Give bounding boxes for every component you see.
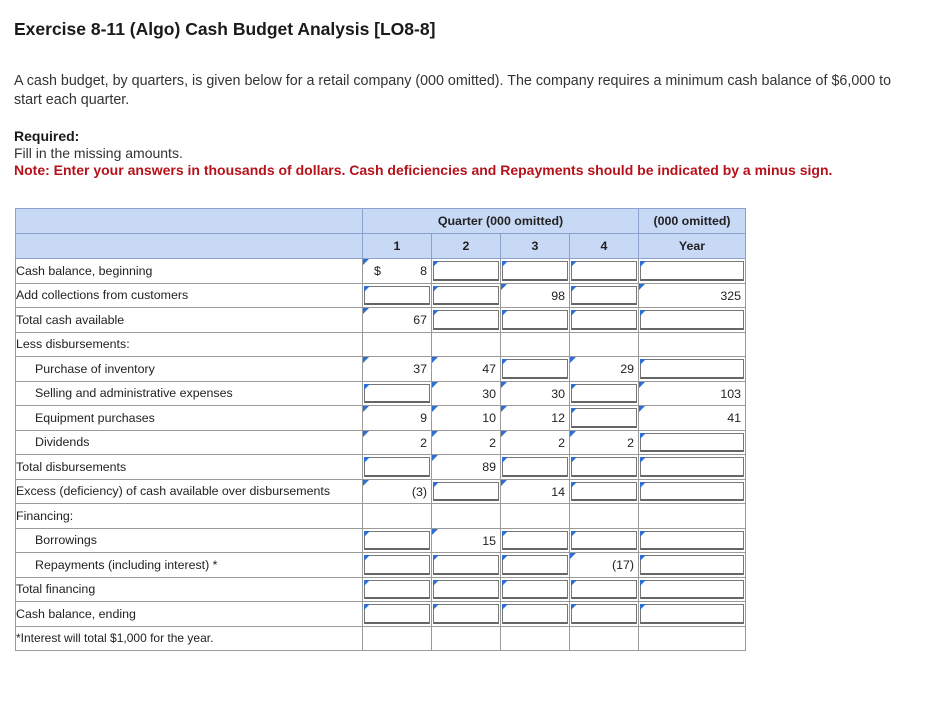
amount-value: 47	[482, 362, 496, 376]
given-marker	[363, 431, 369, 437]
amount-input-cell	[363, 381, 432, 406]
footnote-row	[16, 626, 746, 651]
budget-row	[16, 553, 746, 578]
amount-input[interactable]	[571, 286, 637, 306]
amount-value: (3)	[411, 484, 427, 499]
given-marker	[363, 357, 369, 363]
amount-cell	[501, 283, 570, 308]
column-header-quarter-4: 4	[570, 234, 639, 259]
amount-input[interactable]	[640, 261, 744, 281]
amount-cell	[363, 308, 432, 333]
amount-input[interactable]	[364, 555, 430, 575]
amount-input-cell	[639, 479, 746, 504]
amount-value: 325	[720, 288, 741, 303]
amount-input[interactable]	[364, 531, 430, 551]
budget-row	[16, 406, 746, 431]
amount-cell	[639, 283, 746, 308]
amount-input[interactable]	[364, 457, 430, 477]
amount-value: 37	[413, 362, 427, 376]
amount-cell	[501, 479, 570, 504]
amount-input-cell	[432, 259, 501, 284]
amount-input[interactable]	[640, 433, 744, 453]
amount-input[interactable]	[571, 310, 637, 330]
row-label: Financing:	[16, 504, 363, 529]
row-label: Cash balance, beginning	[16, 259, 363, 284]
amount-cell	[432, 528, 501, 553]
amount-input[interactable]	[571, 408, 637, 428]
amount-input[interactable]	[640, 580, 744, 600]
given-marker	[363, 259, 369, 265]
given-marker	[501, 431, 507, 437]
amount-value: 9	[420, 411, 427, 425]
amount-cell	[570, 357, 639, 382]
amount-cell	[501, 406, 570, 431]
amount-input-cell	[570, 479, 639, 504]
blank-cell	[432, 332, 501, 357]
given-marker	[363, 480, 369, 486]
row-label: Dividends	[16, 430, 363, 455]
amount-input[interactable]	[640, 359, 744, 379]
blank-cell	[432, 504, 501, 529]
budget-row	[16, 577, 746, 602]
amount-value: 8	[420, 264, 427, 278]
given-marker	[432, 357, 438, 363]
amount-value: 30	[482, 386, 496, 401]
row-label: Repayments (including interest) *	[16, 553, 363, 578]
blank-cell	[432, 626, 501, 651]
budget-row	[16, 602, 746, 627]
amount-cell	[363, 406, 432, 431]
header-row-columns	[16, 234, 746, 259]
amount-input-cell	[639, 528, 746, 553]
amount-input-cell	[432, 602, 501, 627]
amount-value: 41	[727, 411, 741, 425]
amount-input[interactable]	[640, 457, 744, 477]
amount-value: (17)	[611, 558, 634, 572]
amount-input[interactable]	[364, 384, 430, 404]
blank-cell	[570, 504, 639, 529]
amount-input[interactable]	[433, 261, 499, 281]
amount-input[interactable]	[433, 604, 499, 624]
amount-input[interactable]	[640, 531, 744, 551]
row-label: Purchase of inventory	[16, 357, 363, 382]
amount-input-cell	[639, 602, 746, 627]
amount-value: 10	[482, 411, 496, 425]
amount-value: 12	[551, 411, 565, 425]
row-label: Total cash available	[16, 308, 363, 333]
amount-input[interactable]	[571, 580, 637, 600]
amount-cell	[639, 406, 746, 431]
footnote: *Interest will total $1,000 for the year.	[16, 626, 363, 651]
column-header-year: Year	[639, 234, 746, 259]
amount-input[interactable]	[433, 310, 499, 330]
blank-cell	[570, 332, 639, 357]
amount-input[interactable]	[364, 604, 430, 624]
amount-cell	[501, 430, 570, 455]
amount-value: 15	[482, 533, 496, 548]
amount-cell	[501, 381, 570, 406]
blank-cell	[570, 626, 639, 651]
row-label: Excess (deficiency) of cash available over disbursements	[16, 479, 363, 504]
amount-input[interactable]	[571, 482, 637, 502]
budget-row	[16, 479, 746, 504]
blank-cell	[363, 504, 432, 529]
blank-cell	[501, 332, 570, 357]
amount-cell	[570, 553, 639, 578]
amount-input-cell	[570, 528, 639, 553]
amount-cell	[363, 430, 432, 455]
amount-input[interactable]	[502, 531, 568, 551]
dollar-sign: $	[374, 264, 381, 278]
amount-input[interactable]	[640, 310, 744, 330]
amount-input[interactable]	[433, 555, 499, 575]
given-marker	[501, 406, 507, 412]
amount-value: 2	[627, 435, 634, 450]
amount-input[interactable]	[502, 261, 568, 281]
amount-input-cell	[570, 381, 639, 406]
amount-input-cell	[501, 553, 570, 578]
amount-value: 14	[551, 484, 565, 499]
amount-value: 2	[420, 435, 427, 450]
amount-input-cell	[639, 259, 746, 284]
amount-input-cell	[363, 602, 432, 627]
row-label: Less disbursements:	[16, 332, 363, 357]
budget-row	[16, 357, 746, 382]
amount-cell	[432, 430, 501, 455]
amount-cell	[570, 430, 639, 455]
amount-value: 2	[558, 435, 565, 450]
row-label: Total disbursements	[16, 455, 363, 480]
row-label: Selling and administrative expenses	[16, 381, 363, 406]
amount-input[interactable]	[640, 604, 744, 624]
amount-input-cell	[639, 308, 746, 333]
amount-input[interactable]	[571, 604, 637, 624]
blank-cell	[501, 626, 570, 651]
blank-cell	[639, 332, 746, 357]
given-marker	[639, 382, 645, 388]
budget-row	[16, 332, 746, 357]
amount-input-cell	[501, 308, 570, 333]
amount-input[interactable]	[502, 359, 568, 379]
amount-cell	[432, 406, 501, 431]
given-marker	[639, 406, 645, 412]
required-instruction: Fill in the missing amounts.	[14, 145, 183, 161]
budget-row	[16, 430, 746, 455]
amount-cell	[639, 381, 746, 406]
row-label: Cash balance, ending	[16, 602, 363, 627]
amount-input-cell	[363, 528, 432, 553]
given-marker	[570, 553, 576, 559]
budget-row	[16, 259, 746, 284]
header-label-cell	[16, 209, 363, 234]
intro-text: A cash budget, by quarters, is given below for a retail company (000 omitted). The company requires a minimum cash balance of $6,000 to start each quarter.	[14, 73, 892, 108]
blank-cell	[639, 626, 746, 651]
amount-cell	[363, 259, 432, 284]
amount-input-cell	[570, 455, 639, 480]
blank-cell	[639, 504, 746, 529]
given-marker	[432, 382, 438, 388]
amount-cell	[363, 479, 432, 504]
amount-input-cell	[432, 553, 501, 578]
amount-input[interactable]	[571, 384, 637, 404]
page-title: Exercise 8-11 (Algo) Cash Budget Analysis [LO8-8]	[14, 19, 436, 39]
amount-value: 30	[551, 386, 565, 401]
amount-input-cell	[639, 455, 746, 480]
given-marker	[432, 431, 438, 437]
amount-input[interactable]	[502, 555, 568, 575]
column-header-quarter-3: 3	[501, 234, 570, 259]
header-row-group	[16, 209, 746, 234]
amount-input[interactable]	[433, 286, 499, 306]
amount-value: 103	[720, 386, 741, 401]
amount-input[interactable]	[364, 286, 430, 306]
given-marker	[432, 529, 438, 535]
budget-row	[16, 504, 746, 529]
amount-input-cell	[501, 259, 570, 284]
amount-value: 98	[551, 288, 565, 303]
required-note: Note: Enter your answers in thousands of dollars. Cash deficiencies and Repayments should be indicated by a minus sign.	[14, 162, 833, 178]
amount-input[interactable]	[571, 457, 637, 477]
blank-cell	[501, 504, 570, 529]
given-marker	[363, 308, 369, 314]
amount-input-cell	[432, 283, 501, 308]
given-marker	[570, 357, 576, 363]
amount-input[interactable]	[502, 310, 568, 330]
amount-input-cell	[501, 455, 570, 480]
given-marker	[570, 431, 576, 437]
budget-row	[16, 528, 746, 553]
amount-input[interactable]	[502, 604, 568, 624]
required-section	[14, 128, 832, 179]
amount-input-cell	[570, 602, 639, 627]
column-header-quarter-1: 1	[363, 234, 432, 259]
row-label: Total financing	[16, 577, 363, 602]
amount-input[interactable]	[433, 482, 499, 502]
amount-input[interactable]	[364, 580, 430, 600]
amount-input[interactable]	[571, 531, 637, 551]
amount-cell	[432, 381, 501, 406]
blank-cell	[363, 626, 432, 651]
budget-row	[16, 308, 746, 333]
blank-cell	[363, 332, 432, 357]
row-label: Add collections from customers	[16, 283, 363, 308]
budget-row	[16, 381, 746, 406]
amount-input-cell	[570, 577, 639, 602]
row-label: Equipment purchases	[16, 406, 363, 431]
amount-input-cell	[570, 283, 639, 308]
amount-input[interactable]	[640, 482, 744, 502]
amount-input[interactable]	[571, 261, 637, 281]
amount-input[interactable]	[640, 555, 744, 575]
amount-value: 29	[620, 362, 634, 376]
quarter-group-header: Quarter (000 omitted)	[363, 209, 639, 234]
row-label: Borrowings	[16, 528, 363, 553]
amount-input-cell	[363, 553, 432, 578]
given-marker	[432, 406, 438, 412]
amount-input[interactable]	[502, 457, 568, 477]
budget-row	[16, 283, 746, 308]
amount-input-cell	[363, 283, 432, 308]
column-header-quarter-2: 2	[432, 234, 501, 259]
amount-input-cell	[501, 577, 570, 602]
amount-value: 67	[413, 313, 427, 327]
amount-input-cell	[432, 577, 501, 602]
amount-input[interactable]	[433, 580, 499, 600]
given-marker	[639, 284, 645, 290]
amount-input-cell	[363, 577, 432, 602]
header-label-cell	[16, 234, 363, 259]
given-marker	[432, 455, 438, 461]
budget-row	[16, 455, 746, 480]
amount-input-cell	[432, 479, 501, 504]
amount-input-cell	[570, 308, 639, 333]
year-group-header: (000 omitted)	[639, 209, 746, 234]
given-marker	[501, 480, 507, 486]
amount-cell	[432, 455, 501, 480]
amount-value: 89	[482, 460, 496, 474]
given-marker	[501, 284, 507, 290]
amount-value: 2	[489, 435, 496, 450]
amount-input-cell	[363, 455, 432, 480]
amount-input-cell	[639, 430, 746, 455]
amount-input-cell	[501, 528, 570, 553]
amount-input-cell	[570, 259, 639, 284]
given-marker	[501, 382, 507, 388]
amount-input-cell	[639, 553, 746, 578]
amount-input-cell	[570, 406, 639, 431]
given-marker	[363, 406, 369, 412]
amount-input-cell	[501, 357, 570, 382]
amount-input-cell	[432, 308, 501, 333]
cash-budget-table	[15, 208, 746, 651]
amount-input-cell	[639, 577, 746, 602]
amount-input-cell	[639, 357, 746, 382]
amount-cell	[432, 357, 501, 382]
amount-input[interactable]	[502, 580, 568, 600]
amount-input-cell	[501, 602, 570, 627]
required-heading: Required:	[14, 128, 80, 144]
amount-cell	[363, 357, 432, 382]
